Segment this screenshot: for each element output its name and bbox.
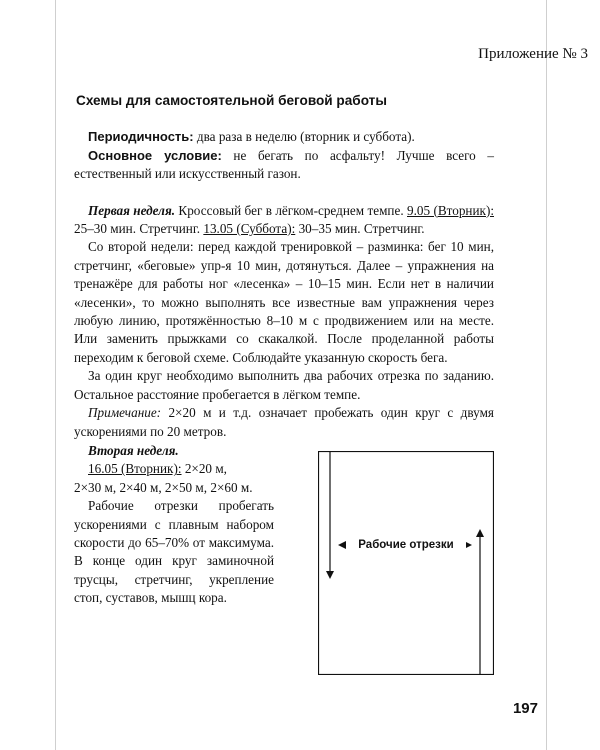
condition-text: не бегать по асфальту! Лучше всего – естественный или искусственный газон. [74,147,494,182]
week2-heading: Вторая неделя. [88,443,179,458]
condition-line [74,147,494,184]
week1-heading: Первая неделя. [88,202,176,218]
week2-paragraph: Рабочие отрезки пробегать ускорениями с плавным набором скорости до 65–70% от максимума. В конце один круг заминочной трусцы, стретчинг, укрепление стоп, суставов, мышц кора. [74,498,274,606]
page-number: 197 [512,700,538,717]
week2-heading-line [74,442,274,460]
week1-date2: 13.05 (Суббота): [203,221,296,237]
note-text: 2×20 м и т.д. означает пробежать один круг с двумя ускорениями по 20 метров. [74,405,494,439]
track-rectangle [319,452,494,675]
week1-lap-paragraph: За один круг необходимо выполнить два рабочих отрезка по заданию. Остальное расстояние пробегается в лёгком темпе. [74,368,494,402]
appendix-header: Приложение № 3 [478,46,588,62]
week1-note [74,404,494,441]
week1-intro [74,202,494,239]
segments-label: Рабочие отрезки [358,539,454,551]
periodicity-label: Периодичность: [88,129,194,145]
periodicity-line [74,128,494,146]
week1-warmup-paragraph: Со второй недели: перед каждой тренировкой – разминка: бег 10 мин, стретчинг, «беговые» упр-я 10 мин, дотянуться. Далее – упражнения на тренажёре для работы ног «лесенка» – 10–15 мин. Если нет в наличии «лесенки», то можно выполнять все известные вам упражнения через любую линию, протяжённостью 8–10 м с продвижением или на месте. Или заменить прыжками со скакалкой. После проделанной работы переходим к беговой схеме. Соблюдайте указанную скорость бега. [74,239,494,365]
track-diagram-svg [318,451,494,675]
page-content [74,92,494,441]
periodicity-text: два раза в неделю (вторник и суббота). [193,129,415,145]
week1-date1-text: 25–30 мин. Стретчинг. [74,221,204,237]
week1-intro-text: Кроссовый бег в лёгком-среднем темпе. [175,202,404,218]
track-diagram [318,451,494,675]
week2-date: 16.05 (Вторник): [88,461,182,477]
week2-date-text: 2×20 м, [181,461,227,477]
week2-block [74,442,274,608]
week1-date1: 9.05 (Вторник): [407,202,494,218]
week2-distances: 2×30 м, 2×40 м, 2×50 м, 2×60 м. [74,479,253,495]
week1-date2-text: 30–35 мин. Стретчинг. [295,221,425,237]
page-title: Схемы для самостоятельной беговой работы [76,93,387,108]
note-label: Примечание: [88,405,162,421]
condition-label: Основное условие: [88,147,222,163]
week2-date-line [74,460,274,478]
